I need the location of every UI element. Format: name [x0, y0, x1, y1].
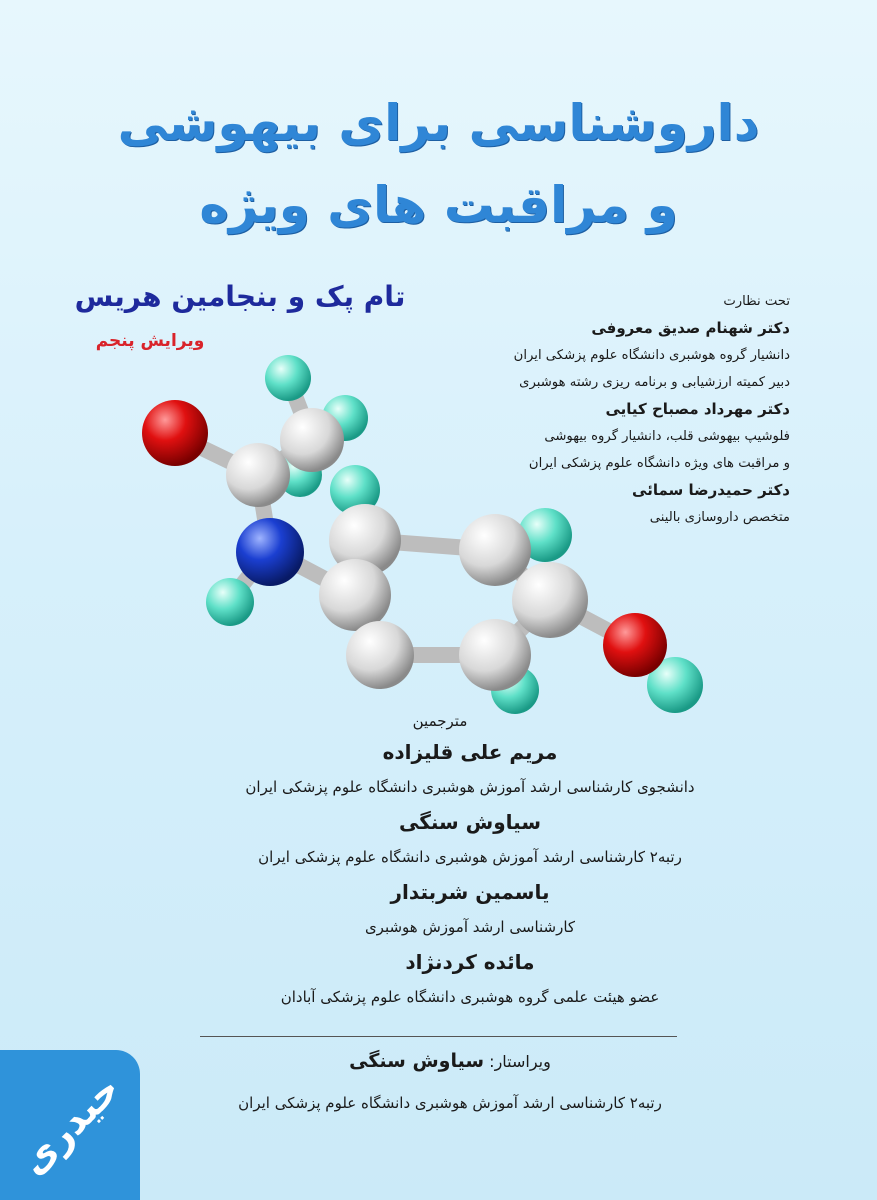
edition-label: ویرایش پنجم	[95, 331, 205, 351]
divider	[200, 1036, 677, 1037]
supervisor-name: دکتر حمیدرضا سمائی	[632, 481, 790, 499]
translator-desc: رتبه۲ کارشناسی ارشد آموزش هوشبری دانشگاه علوم پزشکی ایران	[258, 848, 682, 866]
supervision-label: تحت نظارت	[723, 294, 790, 309]
translator-desc: کارشناسی ارشد آموزش هوشبری	[364, 918, 576, 936]
supervisor-name: دکتر مهرداد مصباح کیایی	[605, 400, 790, 418]
supervisor-desc: دانشیار گروه هوشبری دانشگاه علوم پزشکی ایران	[513, 348, 790, 363]
translators-label: مترجمین	[412, 712, 468, 730]
publisher-logo-text: حیدری	[11, 1066, 129, 1184]
supervisor-name: دکتر شهنام صدیق معروفی	[591, 319, 790, 337]
translator-name: مائده کردنژاد	[405, 950, 535, 974]
editor-name: سیاوش سنگی	[349, 1050, 485, 1072]
supervisor-desc: دبیر کمیته ارزشیابی و برنامه ریزی رشته هوشبری	[519, 375, 790, 390]
editor-label: ویراستار:	[489, 1052, 551, 1071]
translator-name: سیاوش سنگی	[398, 810, 542, 834]
molecule-illustration	[130, 345, 720, 725]
translator-name: یاسمین شربتدار	[390, 880, 550, 904]
translator-name: مریم علی قلیزاده	[382, 740, 558, 764]
editor-desc: رتبه۲ کارشناسی ارشد آموزش هوشبری دانشگاه علوم پزشکی ایران	[238, 1094, 662, 1112]
supervisor-desc: فلوشیپ بیهوشی قلب، دانشیار گروه بیهوشی	[544, 429, 790, 444]
translators-block	[100, 708, 840, 1014]
editor-line	[150, 1050, 750, 1072]
translator-desc: دانشجوی کارشناسی ارشد آموزش هوشبری دانشگاه علوم پزشکی ایران	[245, 778, 695, 796]
supervisor-desc: و مراقبت های ویژه دانشگاه علوم پزشکی ایران	[528, 456, 790, 471]
translator-desc: عضو هیئت علمی گروه هوشبری دانشگاه علوم پزشکی آبادان	[280, 988, 660, 1006]
publisher-logo	[0, 1050, 140, 1200]
authors: تام پک و بنجامین هریس	[74, 280, 406, 313]
book-title-line-1: داروشناسی برای بیهوشی	[117, 94, 760, 152]
supervisor-desc: متخصص داروسازی بالینی	[649, 510, 790, 525]
book-title-line-2: و مراقبت های ویژه	[199, 176, 678, 234]
